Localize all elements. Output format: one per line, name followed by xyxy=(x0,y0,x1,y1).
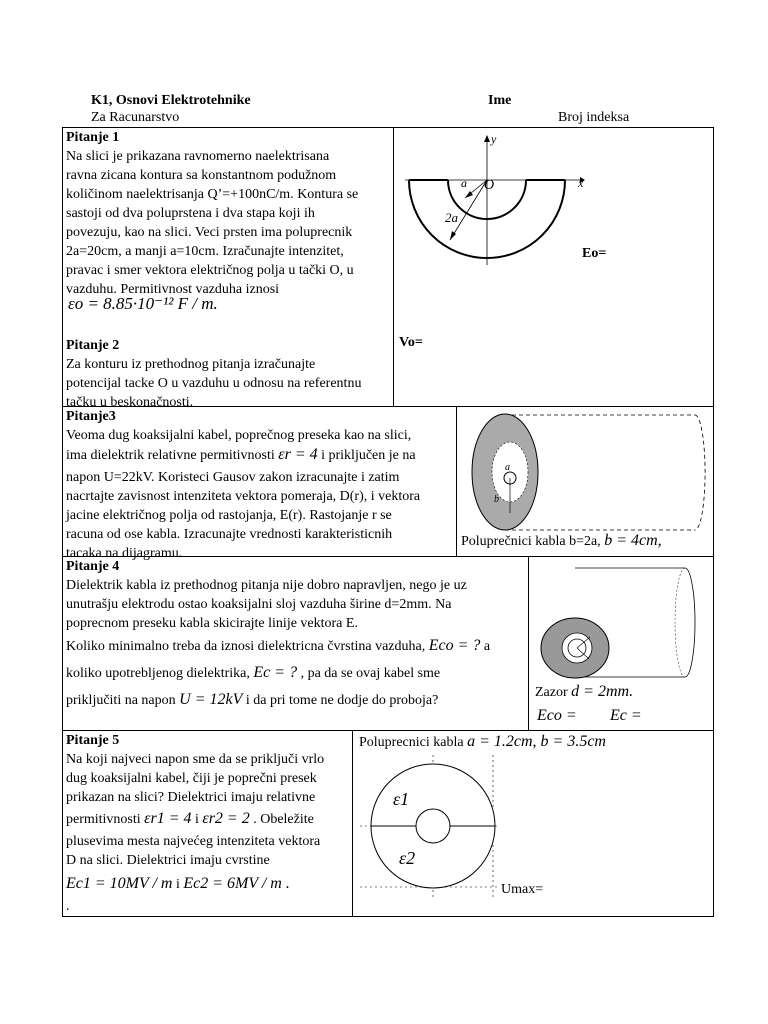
inner-radius-label: a xyxy=(505,462,510,473)
eo-answer-label: Eo= xyxy=(582,246,607,261)
question-5-line4 xyxy=(66,807,351,832)
question-5-line4b: . Obeležite xyxy=(253,812,314,827)
question-4-line: poprecnom preseku kabla skicirajte linije vektora E. xyxy=(66,616,358,631)
caption-formula: b = 4cm, xyxy=(604,532,662,549)
question-1-divider xyxy=(393,127,394,407)
question-2-line: Za konturu iz prethodnog pitanja izračunajte xyxy=(66,357,316,372)
question-2-text xyxy=(66,336,391,412)
umax-answer-label: Umax= xyxy=(501,882,544,897)
question-3-line2b: i priključen je na xyxy=(321,448,416,463)
question-3-line: nacrtajte zavisnost intenziteta vektora pomeraja, D(r), i vektora xyxy=(66,489,421,504)
question-1-heading: Pitanje 1 xyxy=(66,130,120,145)
question-5-line: D na slici. Dielektrici imaju cvrstine xyxy=(66,853,270,868)
question-4-line5b: , pa da se ovaj kabel sme xyxy=(300,666,441,681)
permittivity-formula: εo = 8.85·10⁻¹² F / m. xyxy=(68,294,218,313)
question-4-line5 xyxy=(66,660,528,687)
gap-caption xyxy=(535,683,633,701)
eps-r1-formula: εr1 = 4 xyxy=(144,810,192,827)
eco-answer-label: Eco = xyxy=(537,707,577,724)
large-radius-label: 2a xyxy=(445,210,458,225)
ec1-formula: Ec1 = 10MV / m xyxy=(66,875,173,892)
question-5-line4a: permitivnosti xyxy=(66,812,141,827)
question-4-heading: Pitanje 4 xyxy=(66,559,120,574)
epsilon-2-label: ε2 xyxy=(399,848,416,868)
question-3-text xyxy=(66,407,456,563)
question-4-line: Dielektrik kabla iz prethodnog pitanja nije dobro napravljen, nego je uz xyxy=(66,578,467,593)
outer-radius-label: b xyxy=(494,494,499,505)
two-dielectric-cross-section xyxy=(360,755,510,905)
question-4-line4a: Koliko minimalno treba da iznosi dielektricna čvrstina vazduha, xyxy=(66,639,426,654)
document-title: K1, Osnovi Elektrotehnike xyxy=(91,93,251,108)
question-3-line-formula xyxy=(66,445,456,468)
question-4-line4b: a xyxy=(483,639,491,654)
question-1-line: količinom naelektrisanja Q’=+100nC/m. Kontura se xyxy=(66,187,359,202)
question-1-line: povezuju, kao na slici. Veci prsten ima poluprecnik xyxy=(66,225,353,240)
caption-text: Poluprečnici kabla b=2a, xyxy=(461,534,601,549)
question-5-line: plusevima mesta najvećeg intenziteta vektora xyxy=(66,834,321,849)
ec-answer-label: Ec = xyxy=(610,707,642,724)
question-5-strength-i: i xyxy=(175,877,180,892)
radii-label: Poluprecnici kabla xyxy=(359,735,464,750)
question-5-line4-i: i xyxy=(195,812,199,827)
epsilon-1-label: ε1 xyxy=(393,789,410,809)
question-5-text xyxy=(66,731,351,916)
question-3-divider xyxy=(456,406,457,557)
question-3-line: racuna od ose kabla. Izracunajte vrednosti karakteristicnih xyxy=(66,527,393,542)
index-label: Broj indeksa xyxy=(558,110,630,125)
question-4-line6 xyxy=(66,687,528,714)
question-3-line2a: ima dielektrik relativne permitivnosti xyxy=(66,448,275,463)
question-2-line: tačku u beskonačnosti. xyxy=(66,395,194,410)
vo-answer-label: Vo= xyxy=(399,335,423,350)
voltage-formula: U = 12kV xyxy=(179,691,243,708)
question-4-line6b: i da pri tome ne dodje do proboja? xyxy=(245,693,439,708)
question-4-line4 xyxy=(66,633,528,660)
question-3-line: Veoma dug koaksijalni kabel, poprečnog preseka kao na slici, xyxy=(66,428,412,443)
question-5-strength-line xyxy=(66,870,351,897)
question-3-heading: Pitanje3 xyxy=(66,409,116,424)
question-2-line: potencijal tacke O u vazduhu u odnosu na referentnu xyxy=(66,376,362,391)
gap-label: Zazor xyxy=(535,685,568,700)
eps-r2-formula: εr2 = 2 xyxy=(202,810,250,827)
question-4-line6a: priključiti na napon xyxy=(66,693,176,708)
question-4-divider xyxy=(528,556,529,731)
epsilon-r-formula: εr = 4 xyxy=(278,446,318,463)
cable-with-gap-figure xyxy=(535,560,710,685)
origin-label: O xyxy=(484,178,495,193)
question-1-line: sastoji od dva poluprstena i dva stapa koji ih xyxy=(66,206,315,221)
x-axis-label: x xyxy=(578,176,584,190)
radii-caption xyxy=(359,733,606,751)
eco-formula: Eco = ? xyxy=(428,637,481,654)
question-5-line: Na koji najveci napon sme da se priključi vrlo xyxy=(66,752,325,767)
gap-formula: d = 2mm. xyxy=(571,683,634,700)
question-5-dot: . xyxy=(66,899,70,914)
question-3-caption xyxy=(461,532,662,550)
half-ring-figure xyxy=(395,130,595,270)
question-1-text xyxy=(66,128,391,299)
question-4-text xyxy=(66,557,528,714)
small-radius-label: a xyxy=(461,176,467,190)
coaxial-cable-figure xyxy=(465,410,705,535)
question-1-line: pravac i smer vektora električnog polja u tački O, u xyxy=(66,263,354,278)
question-4-line: unutrašju elektrodu ostao koaksijalni sloj vazduha širine d=2mm. Na xyxy=(66,597,452,612)
ec2-formula: Ec2 = 6MV / m . xyxy=(183,875,290,892)
question-1-line: 2a=20cm, a manji a=10cm. Izračunajte intenzitet, xyxy=(66,244,344,259)
question-2-heading: Pitanje 2 xyxy=(66,338,120,353)
question-1-line: ravna zicana kontura sa konstantnom podužnom xyxy=(66,168,337,183)
question-1-line: vazduhu. Permitivnost vazduha iznosi xyxy=(66,282,280,297)
name-label: Ime xyxy=(488,93,512,108)
question-5-divider xyxy=(352,730,353,917)
question-1-line: Na slici je prikazana ravnomerno naelektrisana xyxy=(66,149,330,164)
radii-formula: a = 1.2cm, b = 3.5cm xyxy=(467,733,606,750)
document-subtitle: Za Racunarstvo xyxy=(91,110,180,125)
question-3-line: tacaka na dijagramu. xyxy=(66,546,183,561)
question-3-line: napon U=22kV. Koristeci Gausov zakon izracunajte i zatim xyxy=(66,470,400,485)
question-5-line: prikazan na slici? Dielektrici imaju relativne xyxy=(66,790,316,805)
question-5-line: dug koaksijalni kabel, čiji je poprečni presek xyxy=(66,771,317,786)
question-4-line5a: koliko upotrebljenog dielektrika, xyxy=(66,666,250,681)
question-5-heading: Pitanje 5 xyxy=(66,733,120,748)
y-axis-label: y xyxy=(491,132,497,146)
question-3-line: jacine električnog polja od rastojanja, E(r). Rastojanje r se xyxy=(66,508,392,523)
ec-formula: Ec = ? xyxy=(253,664,298,681)
